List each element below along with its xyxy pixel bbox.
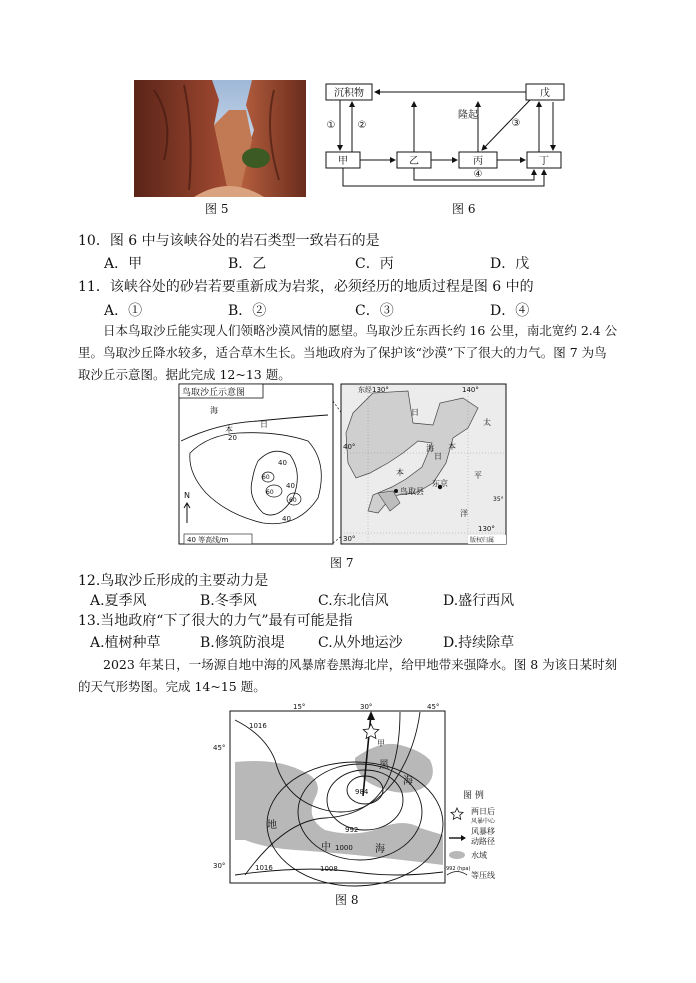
box-bing: 丙 [473, 156, 483, 167]
contour-label-20: 20 [228, 434, 237, 442]
arrow-3-label: ③ [511, 118, 521, 129]
legend-star-icon [451, 808, 463, 819]
question-12-stem: 12.鸟取沙丘形成的主要动力是 [78, 573, 269, 589]
figure-8-map [205, 700, 525, 890]
fig7-left-sea-2: 本 [225, 425, 233, 434]
fig7-lon130: 东经130° [358, 386, 389, 394]
q10-option-c[interactable]: C．丙 [355, 256, 394, 272]
north-label: N [184, 491, 190, 500]
contour-label-40a: 40 [278, 459, 287, 467]
question-13-stem: 13.当地政府“下了很大的力气”最有可能是指 [78, 613, 353, 629]
figure-7-map [178, 383, 508, 547]
isobar-1008: 1008 [320, 865, 338, 873]
q11-option-d[interactable]: D．④ [490, 303, 530, 319]
fig7-right-sea-1: 日 [411, 408, 419, 417]
q10-option-a[interactable]: A．甲 [104, 256, 143, 272]
figure-8-caption: 图 8 [335, 893, 359, 907]
q11-option-a[interactable]: A．① [104, 303, 143, 319]
isobar-992: 992 [345, 826, 359, 834]
fig7-left-sea-3: 海 [210, 406, 218, 415]
q12-option-b[interactable]: B.冬季风 [200, 593, 257, 609]
fig7-tokyo: 东京 [432, 479, 448, 488]
q13-option-c[interactable]: C.从外地运沙 [318, 635, 403, 651]
fig7-ocean-2: 平 [474, 471, 482, 480]
fig7-lat35: 35° [493, 496, 504, 503]
fig7-left-sea-1: 日 [260, 420, 268, 429]
box-wu: 戊 [540, 88, 550, 99]
tottori-marker [394, 489, 398, 493]
legend-isobar-icon [447, 872, 467, 876]
question-10-stem: 10．图 6 中与该峡谷处的岩石类型一致岩石的是 [78, 233, 380, 249]
med-sea-char-1: 地 [267, 820, 277, 831]
legend-title: 图 例 [463, 791, 484, 801]
fig8-lon15: 15° [293, 703, 306, 711]
box-jia: 甲 [338, 156, 348, 167]
q11-option-b[interactable]: B．② [228, 303, 267, 319]
box-ding: 丁 [539, 156, 549, 167]
fig7-lat40: 40° [343, 443, 356, 451]
arrow-4-label: ④ [473, 169, 483, 180]
q13-option-b[interactable]: B.修筑防浪堤 [200, 635, 285, 651]
legend-water-icon [449, 851, 465, 859]
legend-star-sub: 风暴中心 [471, 818, 496, 825]
q11-option-c[interactable]: C．③ [355, 303, 394, 319]
figure-6-caption: 图 6 [452, 202, 476, 216]
legend-isobar-sub: 992 (hpa) [446, 866, 471, 872]
contour-label-60b: 60 [289, 497, 297, 504]
contour-label-60a: 60 [266, 489, 274, 496]
fig7-lon130b: 130° [478, 525, 495, 533]
black-sea-char-2: 海 [403, 776, 413, 787]
contour-label-60c: 60 [262, 474, 270, 481]
black-sea-char-1: 黑 [379, 760, 389, 771]
fig7-right-sea-2: 本 [396, 468, 404, 477]
q13-option-d[interactable]: D.持续除草 [443, 635, 515, 651]
fig7-ocean-1: 太 [483, 418, 491, 427]
fig7-lon140: 140° [462, 386, 479, 394]
fig8-lon45: 45° [427, 703, 440, 711]
fig7-tottori: 鸟取县 [400, 487, 424, 496]
fig7-japan-1: 日 [434, 452, 442, 461]
fig7-source: 版权归属 [470, 537, 495, 544]
q12-option-a[interactable]: A.夏季风 [90, 593, 147, 609]
q12-option-d[interactable]: D.盛行西风 [443, 593, 515, 609]
contour-label-40b: 40 [286, 482, 295, 490]
fig7-japan-2: 本 [448, 442, 456, 451]
figure-6-diagram [320, 78, 570, 200]
isobar-1016-top: 1016 [249, 722, 267, 730]
q12-option-c[interactable]: C.东北信风 [318, 593, 389, 609]
fig7-right-sea-3: 海 [426, 444, 434, 453]
place-jia: 甲 [377, 739, 385, 748]
q10-option-d[interactable]: D．戊 [490, 256, 530, 272]
box-yi: 乙 [409, 156, 419, 167]
legend-path-sub: 动路径 [471, 837, 495, 846]
fig8-lat30: 30° [213, 862, 226, 870]
arrow-1-label: ① [326, 120, 336, 131]
legend-water-label: 水域 [471, 851, 487, 860]
isobar-984: 984 [355, 788, 369, 796]
fig7-lat30: 30° [343, 535, 356, 543]
legend-path-label: 风暴移 [471, 827, 495, 836]
box-sediment: 沉积物 [334, 88, 364, 99]
med-sea-char-2: 中 [321, 842, 331, 853]
figure-7-caption: 图 7 [330, 556, 354, 570]
arrow-2-label: ② [357, 120, 367, 131]
fig8-lon30: 30° [360, 703, 373, 711]
question-11-stem: 11．该峡谷处的砂岩若要重新成为岩浆，必须经历的地质过程是图 6 中的 [78, 279, 534, 295]
isobar-1016-bottom: 1016 [255, 864, 273, 872]
isobar-1000: 1000 [335, 844, 353, 852]
fig7-left-title: 鸟取沙丘示意图 [182, 388, 246, 398]
passage-12-13: 日本鸟取沙丘能实现人们领略沙漠风情的愿望。鸟取沙丘东西长约 16 公里，南北宽约 2.4 公里。鸟取沙丘降水较多，适合草木生长。当地政府为了保护该“沙漠”下了很大的力气。图 7 为鸟取沙丘示意图。据此完成 12~13 题。 [78, 323, 618, 382]
fig7-legend: 40 等高线/m [187, 536, 229, 544]
q10-option-b[interactable]: B．乙 [228, 256, 267, 272]
med-sea-char-3: 海 [375, 844, 385, 855]
uplift-label: 隆起 [458, 110, 478, 121]
figure-5-photo [134, 80, 306, 197]
legend-star-label: 两日后 [471, 807, 495, 816]
q13-option-a[interactable]: A.植树种草 [90, 635, 161, 651]
figure-5-caption: 图 5 [205, 202, 229, 216]
passage-14-15: 2023 年某日，一场源自地中海的风暴席卷黑海北岸，给甲地带来强降水。图 8 为该日某时刻的天气形势图。完成 14~15 题。 [78, 657, 618, 694]
fig7-ocean-3: 洋 [460, 509, 468, 518]
fig8-lat45: 45° [213, 744, 226, 752]
legend-isobar-label: 等压线 [471, 871, 495, 880]
contour-label-40c: 40 [282, 515, 291, 523]
